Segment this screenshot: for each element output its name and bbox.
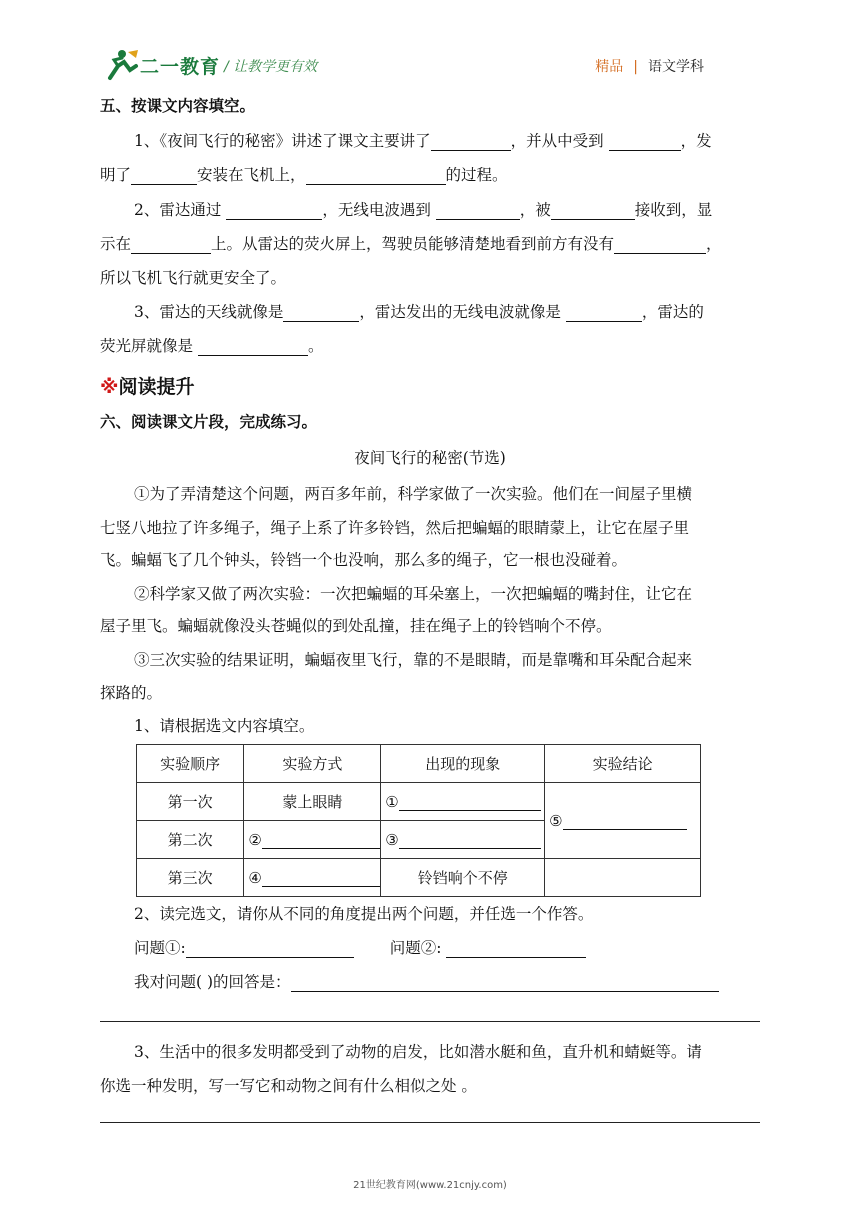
answer-blank[interactable]	[551, 203, 635, 220]
table-header: 实验顺序	[137, 745, 244, 783]
table-header: 出现的现象	[381, 745, 545, 783]
table-cell[interactable]: ①	[381, 783, 545, 821]
question-2: 2、读完选文，请你从不同的角度提出两个问题，并任选一个作答。	[134, 905, 594, 923]
logo-text: 二一教育	[140, 56, 221, 78]
table-header: 实验方式	[244, 745, 381, 783]
experiment-table	[136, 744, 701, 897]
subject-label: 语文学科	[648, 59, 704, 75]
table-cell: 第二次	[137, 821, 244, 859]
table-row	[137, 783, 701, 821]
q2-line3: 所以飞机飞行就更安全了。	[100, 269, 287, 287]
conclusion-cell[interactable]: ⑤	[545, 783, 701, 859]
passage-p1-line3: 飞。蝙蝠飞了几个钟头，铃铛一个也没响，那么多的绳子，它一根也没碰着。	[100, 551, 628, 569]
answer-blank[interactable]	[566, 305, 642, 322]
answer-blank[interactable]	[226, 203, 322, 220]
answer-blank[interactable]	[614, 237, 706, 254]
reference-mark-icon: ※	[100, 376, 119, 398]
table-cell[interactable]: ③	[381, 821, 545, 859]
table-row	[137, 859, 701, 897]
answer-blank[interactable]	[186, 941, 354, 958]
page-header	[100, 44, 760, 84]
answer-blank[interactable]	[283, 305, 359, 322]
q2-line2: 示在 上。从雷达的荧火屏上，驾驶员能够清楚地看到前方有没有 ，	[100, 235, 722, 253]
table-cell[interactable]: ②	[244, 821, 381, 859]
table-cell: 蒙上眼睛	[244, 783, 381, 821]
answer-blank[interactable]	[131, 168, 197, 185]
table-cell: 铃铛响个不停	[381, 859, 545, 897]
table-cell[interactable]: ④	[244, 859, 381, 897]
reading-upgrade-heading: ※阅读提升	[100, 376, 195, 398]
answer-blank[interactable]	[446, 941, 586, 958]
answer-blank[interactable]	[436, 203, 520, 220]
answer-blank[interactable]	[131, 237, 211, 254]
passage-title: 夜间飞行的秘密(节选)	[354, 449, 506, 467]
section5-heading: 五、按课文内容填空。	[100, 97, 256, 115]
passage-p2-line2: 屋子里飞。蝙蝠就像没头苍蝇似的到处乱撞，挂在绳子上的铃铛响个不停。	[100, 617, 612, 635]
slogan: / 让教学更有效	[224, 59, 318, 75]
q1-line2: 明了 安装在飞机上， 的过程。	[100, 166, 508, 184]
passage-p3-line2: 探路的。	[100, 684, 163, 702]
q3-line2: 荧光屏就像是 。	[100, 337, 324, 355]
q2-line1: 2、雷达通过 ，无线电波遇到 ，被 接收到，显	[134, 201, 713, 219]
subject-tag: 精品 | 语文学科	[595, 59, 704, 75]
answer-blank[interactable]	[609, 134, 681, 151]
table-header: 实验结论	[545, 745, 701, 783]
page-footer: 21世纪教育网(www.21cnjy.com)	[353, 1180, 507, 1191]
question-3-line1: 3、生活中的很多发明都受到了动物的启发，比如潜水艇和鱼，直升机和蜻蜓等。请	[134, 1043, 702, 1061]
answer-blank[interactable]	[431, 134, 511, 151]
passage-p2-line1: ②科学家又做了两次实验：一次把蝙蝠的耳朵塞上，一次把蝙蝠的嘴封住，让它在	[134, 585, 693, 603]
answer-line[interactable]	[100, 1122, 760, 1123]
section6-heading: 六、阅读课文片段，完成练习。	[100, 413, 318, 431]
answer-blank[interactable]	[291, 975, 719, 992]
passage-p3-line1: ③三次实验的结果证明，蝙蝠夜里飞行，靠的不是眼睛，而是靠嘴和耳朵配合起来	[134, 651, 693, 669]
conclusion-blank-cell[interactable]	[545, 859, 701, 897]
table-cell: 第一次	[137, 783, 244, 821]
table-cell: 第三次	[137, 859, 244, 897]
q1-line1: 1、《夜间飞行的秘密》讲述了课文主要讲了 ，并从中受到 ，发	[134, 132, 712, 150]
answer-blank[interactable]	[198, 339, 308, 356]
question-2-answer: 我对问题( )的回答是：	[100, 972, 760, 992]
question-3-line2: 你选一种发明，写一写它和动物之间有什么相似之处 。	[100, 1077, 477, 1095]
q3-line1: 3、雷达的天线就像是 ，雷达发出的无线电波就像是 ，雷达的	[134, 303, 704, 321]
passage-p1-line1: ①为了弄清楚这个问题，两百多年前，科学家做了一次实验。他们在一间屋子里横	[134, 485, 693, 503]
quality-label: 精品	[595, 59, 624, 75]
question-2-problems: 问题①: 问题②:	[100, 938, 760, 958]
passage-p1-line2: 七竖八地拉了许多绳子，绳子上系了许多铃铛，然后把蝙蝠的眼睛蒙上，让它在屋子里	[100, 519, 690, 537]
table-header-row	[137, 745, 701, 783]
question-1: 1、请根据选文内容填空。	[134, 717, 315, 735]
answer-blank[interactable]	[306, 168, 446, 185]
answer-line[interactable]	[100, 1021, 760, 1022]
